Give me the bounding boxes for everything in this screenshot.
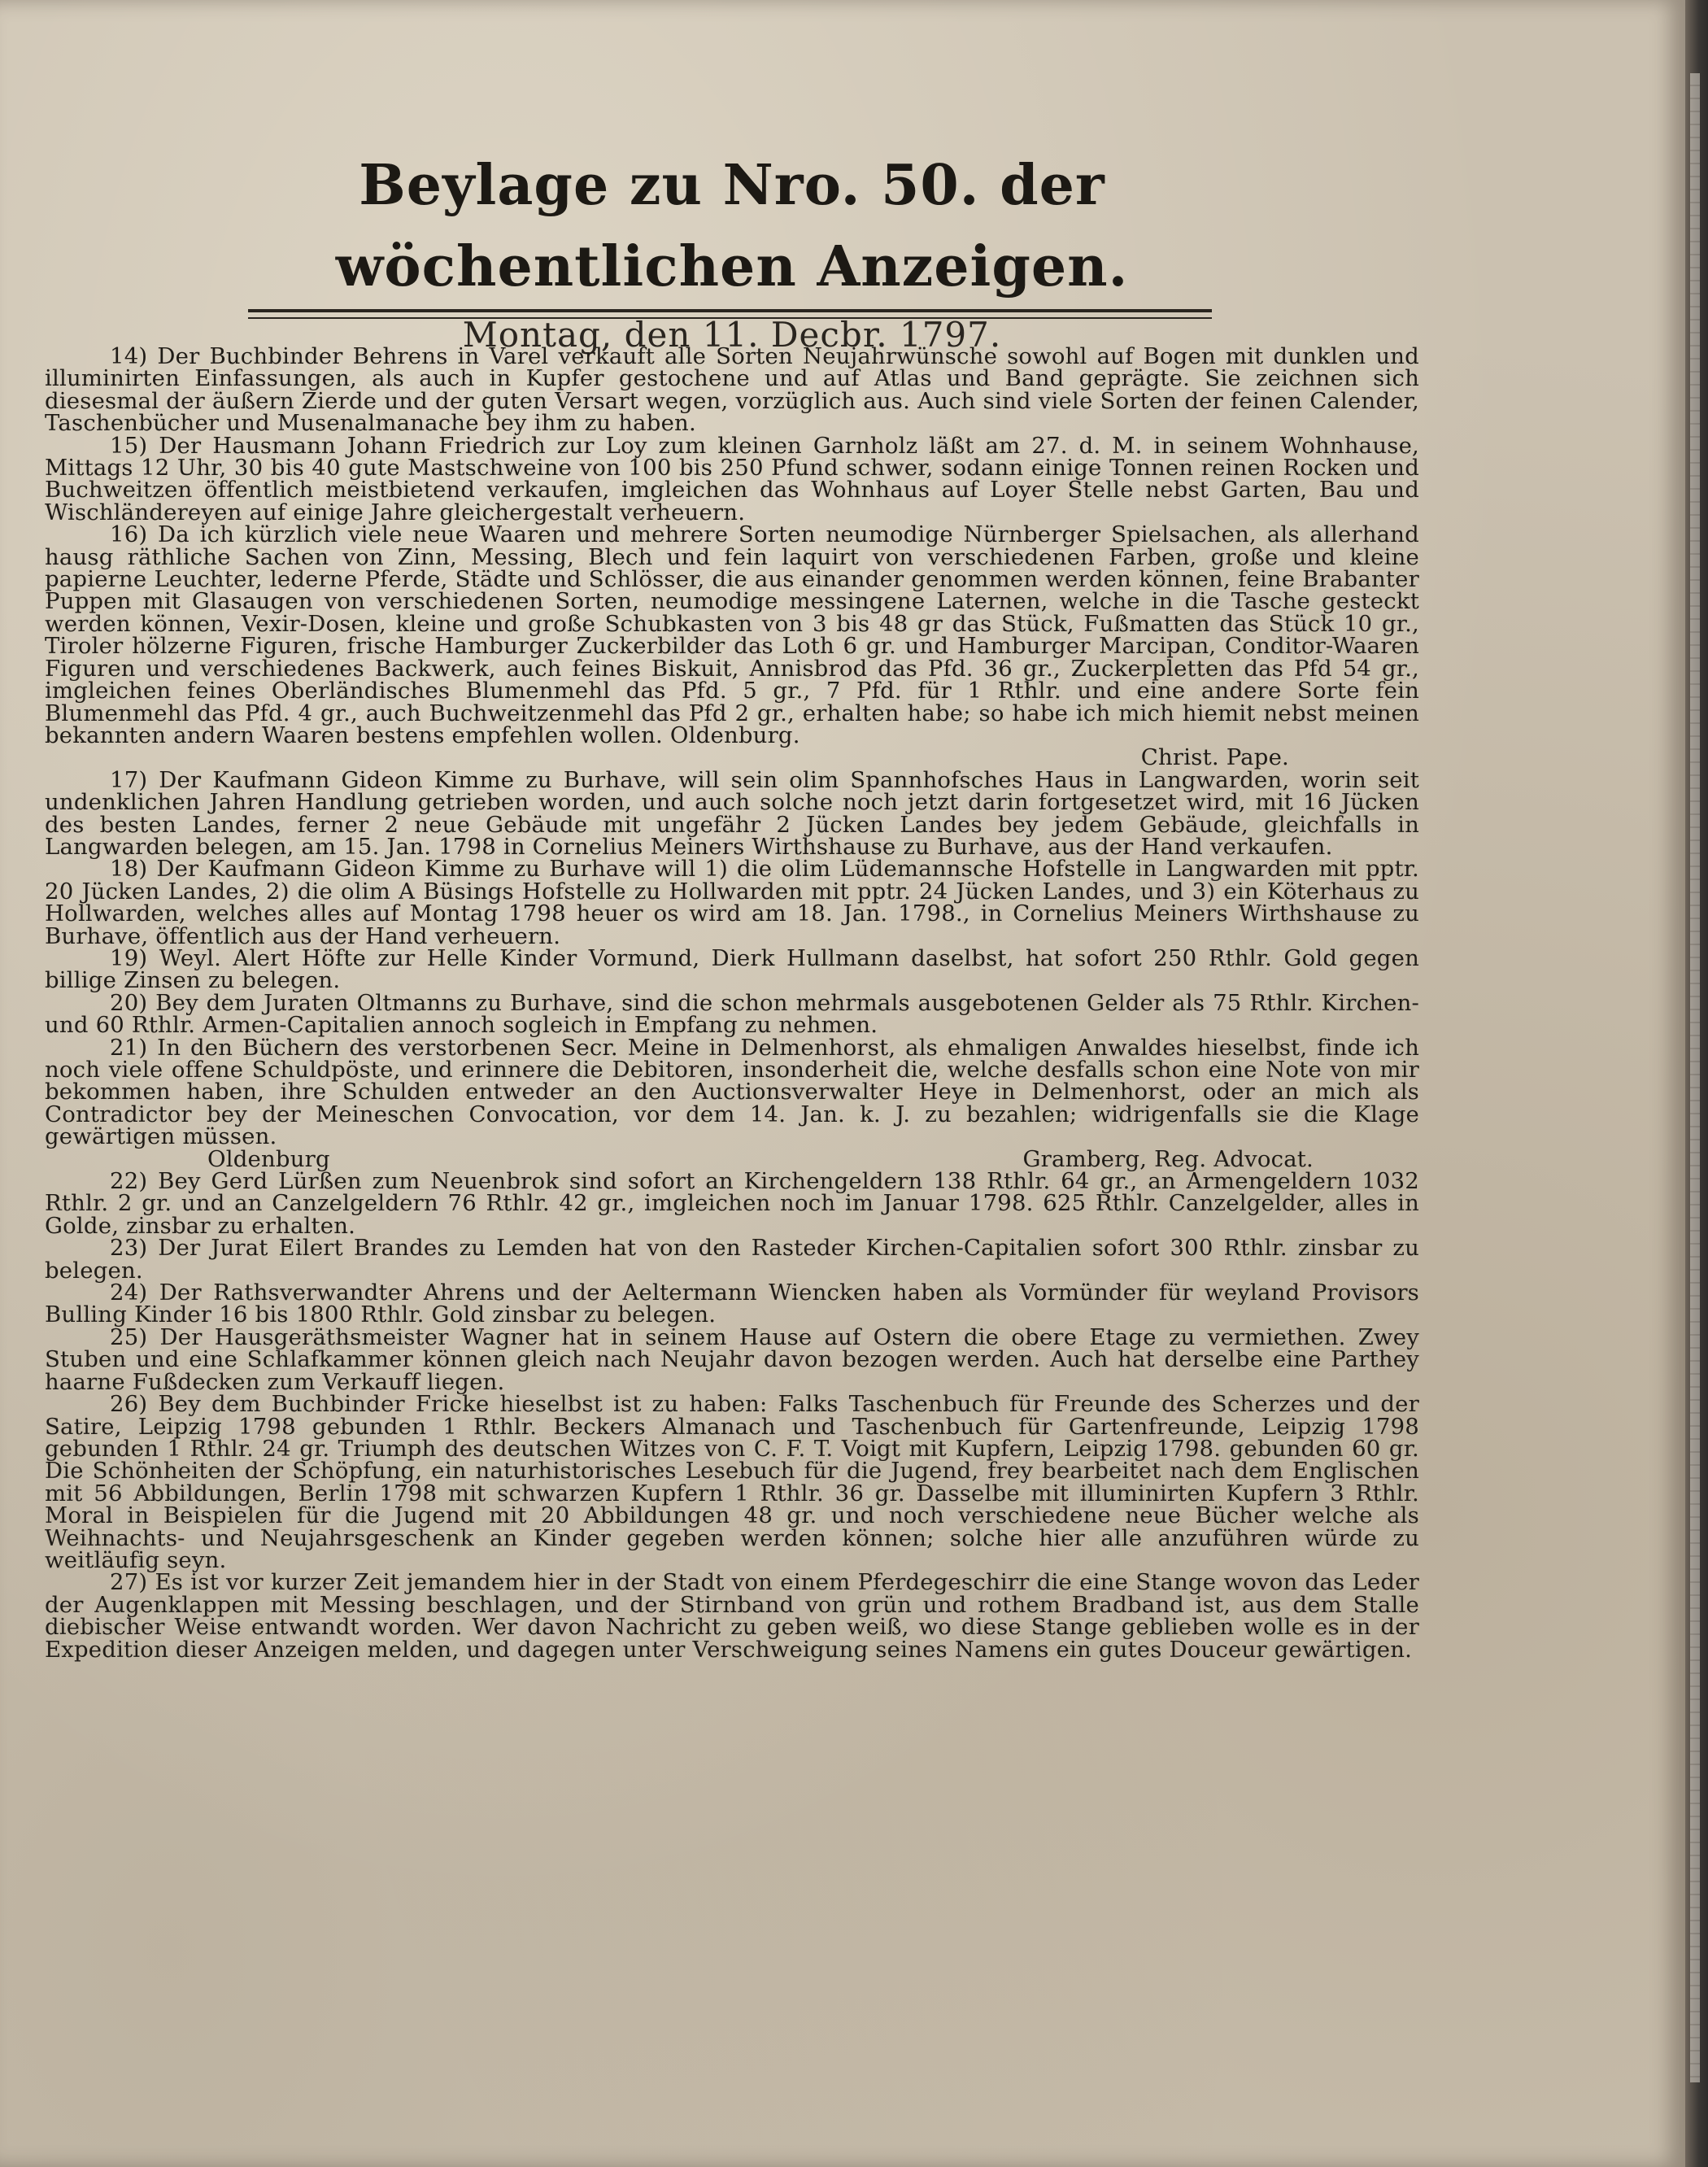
ad-20: 20) Bey dem Juraten Oltmanns zu Burhave, sind die schon mehrmals ausgebotenen Gelder als 75 Rthlr. Kirchen- und 60 Rthlr. Armen-Capitalien annoch sogleich in Empfang zu nehmen. xyxy=(45,989,1419,1039)
ad-17: 17) Der Kaufmann Gideon Kimme zu Burhave, will sein olim Spannhofsches Haus in Langwarden, worin seit undenklichen Jahren Handlung getrieben worden, und auch solche noch jetzt darin fortgesetzet wird, mit 16 Jücken des besten Landes, ferner 2 neue Gebäude mit ungefähr 2 Jücken Landes bey jedem Gebäude, gleichfalls in Langwarden belegen, am 15. Jan. 1798 in Cornelius Meiners Wirthshause zu Burhave, aus der Hand verkaufen. xyxy=(45,766,1419,860)
header-rule xyxy=(248,309,1212,319)
ad-23: 23) Der Jurat Eilert Brandes zu Lemden hat von den Rasteder Kirchen-Capitalien sofort 300 Rthlr. zinsbar zu belegen. xyxy=(45,1235,1419,1284)
ad-24: 24) Der Rathsverwandter Ahrens und der Aeltermann Wiencken haben als Vormünder für weyland Provisors Bulling Kinder 16 bis 1800 Rthlr. Gold zinsbar zu belegen. xyxy=(45,1280,1419,1328)
ad-22: 22) Bey Gerd Lürßen zum Neuenbrok sind sofort an Kirchengeldern 138 Rthlr. 64 gr., an Armengeldern 1032 Rthlr. 2 gr. und an Canzelgeldern 76 Rthlr. 42 gr., imgleichen noch im Januar 1798. 625 Rthlr. Canzelgelder, alles in Golde, zinsbar zu erhalten. xyxy=(45,1168,1419,1239)
ad-21: 21) In den Büchern des verstorbenen Secr. Meine in Delmenhorst, als ehmaligen Anwaldes hieselbst, finde ich noch viele offene Schuldpöste, und erinnere die Debitoren, insonderheit die, welche desfalls schon eine Note von mir bekommen haben, ihre Schulden entweder an den Auctionsverwalter Heye in Delmenhorst, oder an mich als Contradictor bey der Meineschen Convocation, vor dem 14. Jan. k. J. zu bezahlen; widrigenfalls sie die Klage gewärtigen müssen. xyxy=(45,1034,1419,1150)
ad-15: 15) Der Hausmann Johann Friedrich zur Loy zum kleinen Garnholz läßt am 27. d. M. in seinem Wohnhause, Mittags 12 Uhr, 30 bis 40 gute Mastschweine von 100 bis 250 Pfund schwer, sodann einige Tonnen reinen Rocken und Buchweitzen öffentlich meistbietend verkaufen, imgleichen das Wohnhaus auf Loyer Stelle nebst Garten, Bau und Wischländereyen auf einige Jahre gleichergestalt verheuern. xyxy=(45,432,1419,525)
ad-27: 27) Es ist vor kurzer Zeit jemandem hier in der Stadt von einem Pferdegeschirr die eine Stange wovon das Leder der Augenklappen mit Messing beschlagen, und der Stirnband von grün und rothem Bradband ist, aus dem Stalle diebischer Weise entwandt worden. Wer davon Nachricht zu geben weiß, wo diese Stange geblieben wolle es in der Expedition dieser Anzeigen melden, und dagegen unter Verschweigung seines Namens ein gutes Douceur gewärtigen. xyxy=(45,1569,1419,1663)
page-edge-shadow xyxy=(1685,0,1708,2167)
ad-21-signature-line xyxy=(45,1145,1419,1172)
ad-19: 19) Weyl. Alert Höfte zur Helle Kinder Vormund, Dierk Hullmann daselbst, hat sofort 250 Rthlr. Gold gegen billige Zinsen zu belegen. xyxy=(45,944,1419,994)
page-title: Beylage zu Nro. 50. der wöchentlichen Anzeigen. xyxy=(335,153,1129,299)
ad-16-signature: Christ. Pape. xyxy=(1140,744,1289,771)
scan-scale-strip xyxy=(1690,73,1700,2082)
ad-21-place: Oldenburg xyxy=(207,1145,330,1172)
ad-14: 14) Der Buchbinder Behrens in Varel verkauft alle Sorten Neujahrwünsche sowohl auf Bogen mit dunklen und illuminirten Einfassungen, als auch in Kupfer gestochene und auf Atlas und Band geprägte. Sie zeichnen sich diesesmal der äußern Zierde und der guten Versart wegen, vorzüglich aus. Auch sind viele Sorten der feinen Calender, Taschenbücher und Musenalmanache bey ihm zu haben. xyxy=(45,343,1419,437)
ad-16: 16) Da ich kürzlich viele neue Waaren und mehrere Sorten neumodige Nürnberger Spielsachen, als allerhand hausg räthliche Sachen von Zinn, Messing, Blech und fein laquirt von verschiedenen Farben, große und kleine papierne Leuchter, lederne Pferde, Städte und Schlösser, die aus einander genommen werden können, feine Brabanter Puppen mit Glasaugen von verschiedenen Sorten, neumodige messingene Laternen, welche in die Tasche gesteckt werden können, Vexir-Dosen, kleine und große Schubkasten von 3 bis 48 gr das Stück, Fußmatten das Stück 10 gr., Tiroler hölzerne Figuren, frische Hamburger Zuckerbilder das Loth 6 gr. und Hamburger Marcipan, Conditor-Waaren Figuren und verschiedenes Backwerk, auch feines Biskuit, Annisbrod das Pfd. 36 gr., Zuckerpletten das Pfd 54 gr., imgleichen feines Oberländisches Blumenmehl das Pfd. 5 gr., 7 Pfd. für 1 Rthlr. und eine andere Sorte fein Blumenmehl das Pfd. 4 gr., auch Buchweitzenmehl das Pfd 2 gr., erhalten habe; so habe ich mich hiemit nebst meinen bekannten andern Waaren bestens empfehlen wollen. Oldenburg. xyxy=(45,521,1419,748)
advertisements xyxy=(45,343,1419,1663)
dateline: Montag, den 11. Decbr. 1797. xyxy=(462,315,1002,355)
ad-21-signature: Gramberg, Reg. Advocat. xyxy=(1022,1145,1314,1172)
ad-25: 25) Der Hausgeräthsmeister Wagner hat in seinem Hause auf Ostern die obere Etage zu vermiethen. Zwey Stuben und eine Schlafkammer können gleich nach Neujahr davon bezogen werden. Auch hat derselbe eine Parthey haarne Fußdecken zum Verkauff liegen. xyxy=(45,1323,1419,1395)
masthead xyxy=(163,145,1301,360)
ad-26: 26) Bey dem Buchbinder Fricke hieselbst ist zu haben: Falks Taschenbuch für Freunde des Scherzes und der Satire, Leipzig 1798 gebunden 1 Rthlr. Beckers Almanach und Taschenbuch für Gartenfreunde, Leipzig 1798 gebunden 1 Rthlr. 24 gr. Triumph des deutschen Witzes von C. F. T. Voigt mit Kupfern, Leipzig 1798. gebunden 60 gr. Die Schönheiten der Schöpfung, ein naturhistorisches Lesebuch für die Jugend, frey bearbeitet nach dem Englischen mit 56 Abbildungen, Berlin 1798 mit schwarzen Kupfern 1 Rthlr. 36 gr. Dasselbe mit illuminirten Kupfern 3 Rthlr. Moral in Beispielen für die Jugend mit 20 Abbildungen 48 gr. und noch verschiedene neue Bücher welche als Weihnachts- und Neujahrsgeschenk an Kinder gegeben werden können; solche hier alle anzuführen würde zu weitläufig seyn. xyxy=(45,1391,1419,1573)
ad-18: 18) Der Kaufmann Gideon Kimme zu Burhave will 1) die olim Lüdemannsche Hofstelle in Langwarden mit pptr. 20 Jücken Landes, 2) die olim A Büsings Hofstelle zu Hollwarden mit pptr. 24 Jücken Landes, und 3) ein Köterhaus zu Hollwarden, welches alles auf Montag 1798 heuer os wird am 18. Jan. 1798., in Cornelius Meiners Wirthshause zu Burhave, öffentlich aus der Hand verheuern. xyxy=(45,856,1419,949)
